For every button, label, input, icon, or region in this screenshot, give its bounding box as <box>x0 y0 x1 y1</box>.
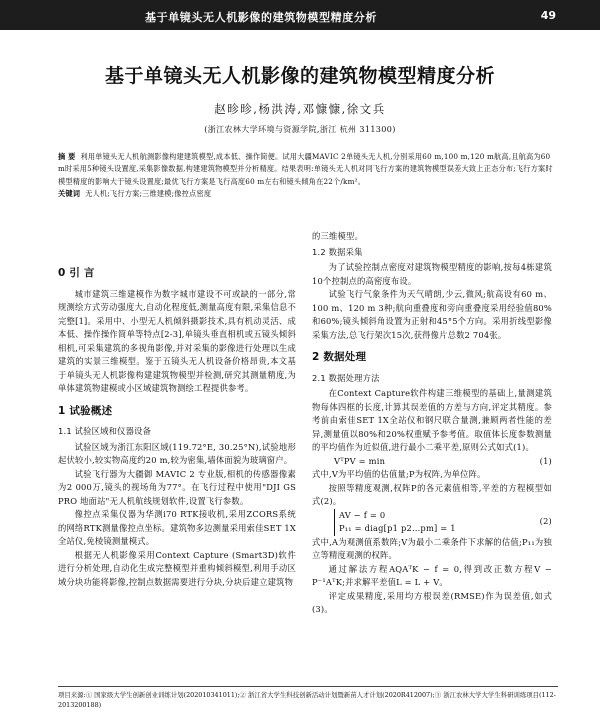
intro-heading: 0 引 言 <box>58 267 95 279</box>
paragraph: 试验飞行气象条件为天气晴朗,少云,微风;航高设有60 m、100 m、120 m 3种;航向重叠度和旁向重叠度采用经验值80%和60%;镜头倾斜角设置为正射和45°5个方向。采用折线型影像采集方法,总飞行架次15次,获得像片总数2 704张。 <box>312 289 552 340</box>
keywords-label: 关键词 <box>58 188 81 198</box>
equation-2-body <box>334 509 456 536</box>
equation-2 <box>312 509 552 536</box>
paper-title: 基于单镜头无人机影像的建筑物模型精度分析 <box>104 65 495 87</box>
paragraph: 试验区域为浙江东阳区域(119.72°E, 30.25°N),试验地形起伏较小,较实物高度约20 m,较为密集,墙体面貌为玻璃窗户。 <box>58 441 296 465</box>
abstract-block <box>58 151 558 200</box>
authors: 赵昣昣,杨洪涛,邓慷慷,徐文兵 <box>214 102 386 116</box>
equation-2-line-1: AV − f = 0 <box>339 509 386 520</box>
paragraph: 根据无人机影像采用Context Capture (Smart3D)软件进行分析处理,自动化生成完整模型并重构倾斜模型,利用手动区域分块功能将影像,控制点数据需要进行分块,分块后建立建筑物 <box>58 549 296 587</box>
abstract-paragraph <box>58 151 558 188</box>
equation-1-number: (1) <box>539 455 552 466</box>
abstract-label: 摘 要 <box>58 152 76 161</box>
paragraph: 按照等精度观测,权阵P的各元素值相等,平差的方程模型如式(2)。 <box>312 482 552 506</box>
intro-paragraph: 城市建筑三维建模作为数字城市建设不可或缺的一部分,常规测绘方式劳动强度大,自动化程度低,测量高度有限,采集信息不完整[1]。采用中、小型无人机倾斜摄影技术,具有机动灵活、成本低、操作操作简单等特点[2-3],单镜头垂直相机或五镜头倾斜相机,可采集建筑的多视角影像,并对采集的影像进行处理以生成建筑的实景三维模型。鉴于五镜头无人机设备价格昂贵,本文基于单镜头无人机影像构建建筑物模型并检测,研究其测量精度,为单体建筑物建模或小区域建筑物测绘工程提供参考。 <box>58 288 296 393</box>
equation-2-number: (2) <box>539 516 552 527</box>
affiliation: (浙江农林大学环境与资源学院,浙江 杭州 311300) <box>204 125 396 134</box>
paragraph: 在Context Capture软件构建三维模型的基础上,量测建筑物每体四框的长度,计算其误差值的方差与方向,评定其精度。参考前由索佳SET 1X全站仪和钢尺联合量测,兼顾两者性能的差异,测量值以80%和20%权重赋予参考值。取值体长度参数测量的平均值作为近似值,进行最小二乘平差,原则公式如式(1)。 <box>312 388 552 452</box>
paragraph: 通过解法方程AQAᵀK − f = 0,得到改正数方程V − P⁻¹AᵀK;并求解平差值L = L + V。 <box>312 563 552 587</box>
running-header <box>0 0 600 30</box>
equation-1 <box>312 455 552 469</box>
paragraph: 评定成果精度,采用均方根误差(RMSE)作为误差值,如式(3)。 <box>312 590 552 614</box>
equation-1-body: VᵀPV = min <box>334 455 386 466</box>
paragraph: 试验飞行器为大疆御 MAVIC 2 专业版,相机的传感器像素为2 000万,镜头的视场角为77°。在飞行过程中使用"DJI GS PRO 地面站"无人机航线规划软件,设置飞行参数。 <box>58 468 296 506</box>
abstract-text: 利用单镜头无人机航测影像构建建筑模型,成本低、操作简便。试用大疆MAVIC 2单镜头无人机,分别采用60 m,100 m,120 m航高,且航高为60 m时采用5种镜头设置度,采集影像数据,构建建筑物模型并分析精度。结果表明:单镜头无人机对同飞行方案的建筑物模型误差大致上正态分布;飞行方案时模型精度的影响大于镜头设置度;最优飞行方案是飞行高度60 m左右和镜头倾角在22个/km²。 <box>58 152 553 186</box>
paragraph: 像控点采集仪器为华测i70 RTK接收机,采用ZCORS系统的网络RTK测量像控点坐标。建筑物多边测量采用索佳SET 1X全站仪,免棱镜测量模式。 <box>58 509 296 546</box>
paragraph: 为了试验控制点密度对建筑物模型精度的影响,按每4栋建筑10个控制点的高密度布设。 <box>312 262 552 286</box>
section-1-1-heading: 1.1 试验区域和仪器设备 <box>58 426 152 436</box>
paragraph: 式中,A为观测值系数阵;V为最小二乘条件下求解的估值;P₁₁为独立等精度观测的权阵。 <box>312 536 552 560</box>
section-2-1-heading: 2.1 数据处理方法 <box>312 372 380 383</box>
equation-2-line-2: P₁₁ = diag[p1 p2…pm] = 1 <box>339 523 456 533</box>
keywords-text: 无人机;飞行方案;三维建模;像控点密度 <box>85 188 212 198</box>
paragraph: 的三维模型。 <box>312 231 363 241</box>
section-1-heading: 1 试验概述 <box>58 404 113 417</box>
section-1-2-heading: 1.2 数据采集 <box>312 246 363 257</box>
right-column <box>312 230 552 617</box>
running-title: 基于单镜头无人机影像的建筑物模型精度分析 <box>145 11 377 24</box>
page-number: 49 <box>540 9 556 22</box>
left-column <box>58 258 296 589</box>
keywords-line <box>58 188 558 200</box>
section-2-heading: 2 数据处理 <box>312 351 367 363</box>
footnote: 项目来源:① 国家级大学生创新创业训练计划(202010341011);② 浙江省大学生科技创新活动计划暨新苗人才计划(2020R412007);③ 浙江农林大学大学生科研训练项目(112-2013200188) <box>58 686 558 710</box>
paragraph: 式中,V为平均值的估值量;P为权阵,为单位阵。 <box>312 469 486 479</box>
